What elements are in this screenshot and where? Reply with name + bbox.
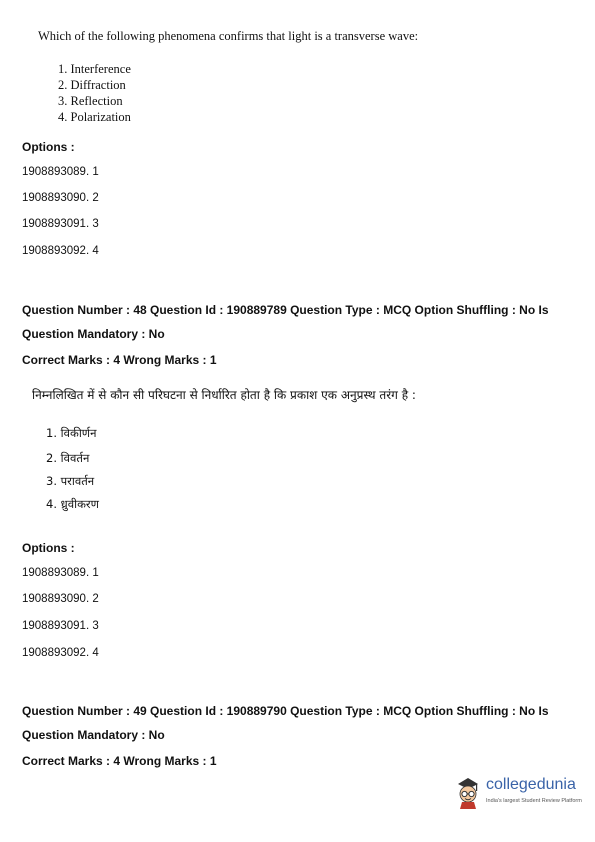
options-label: Options : [22, 541, 75, 555]
option-4: 4. Polarization [58, 110, 131, 124]
option-4: 4. ध्रुवीकरण [46, 497, 99, 511]
question-marks: Correct Marks : 4 Wrong Marks : 1 [22, 353, 217, 367]
question-header-mandatory: Question Mandatory : No [22, 327, 165, 341]
logo-tagline: India's largest Student Review Platform [486, 798, 582, 804]
option-id: 1908893092. 4 [22, 647, 99, 659]
collegedunia-logo [452, 772, 582, 816]
option-id: 1908893090. 2 [22, 593, 99, 605]
logo-wordmark: collegedunia [486, 776, 576, 793]
question-marks: Correct Marks : 4 Wrong Marks : 1 [22, 754, 217, 768]
option-id: 1908893090. 2 [22, 192, 99, 204]
question-text: Which of the following phenomena confirms that light is a transverse wave: [38, 29, 419, 43]
option-id: 1908893092. 4 [22, 245, 99, 257]
question-header-mandatory: Question Mandatory : No [22, 728, 165, 742]
question-header: Question Number : 49 Question Id : 190889790 Question Type : MCQ Option Shuffling : No Is [22, 704, 549, 718]
option-id: 1908893091. 3 [22, 620, 99, 632]
option-id: 1908893089. 1 [22, 567, 99, 579]
option-id: 1908893091. 3 [22, 218, 99, 230]
question-text: निम्नलिखित में से कौन सी परिघटना से निर्धारित होता है कि प्रकाश एक अनुप्रस्थ तरंग है : [32, 388, 416, 402]
option-1: 1. Interference [58, 62, 131, 76]
option-2: 2. विवर्तन [46, 451, 90, 465]
question-header: Question Number : 48 Question Id : 190889789 Question Type : MCQ Option Shuffling : No Is [22, 303, 549, 317]
option-3: 3. परावर्तन [46, 474, 95, 488]
option-1: 1. विकीर्णन [46, 426, 97, 440]
option-2: 2. Diffraction [58, 78, 126, 92]
mascot-icon [452, 774, 484, 810]
option-id: 1908893089. 1 [22, 166, 99, 178]
option-3: 3. Reflection [58, 94, 123, 108]
options-label: Options : [22, 140, 75, 154]
